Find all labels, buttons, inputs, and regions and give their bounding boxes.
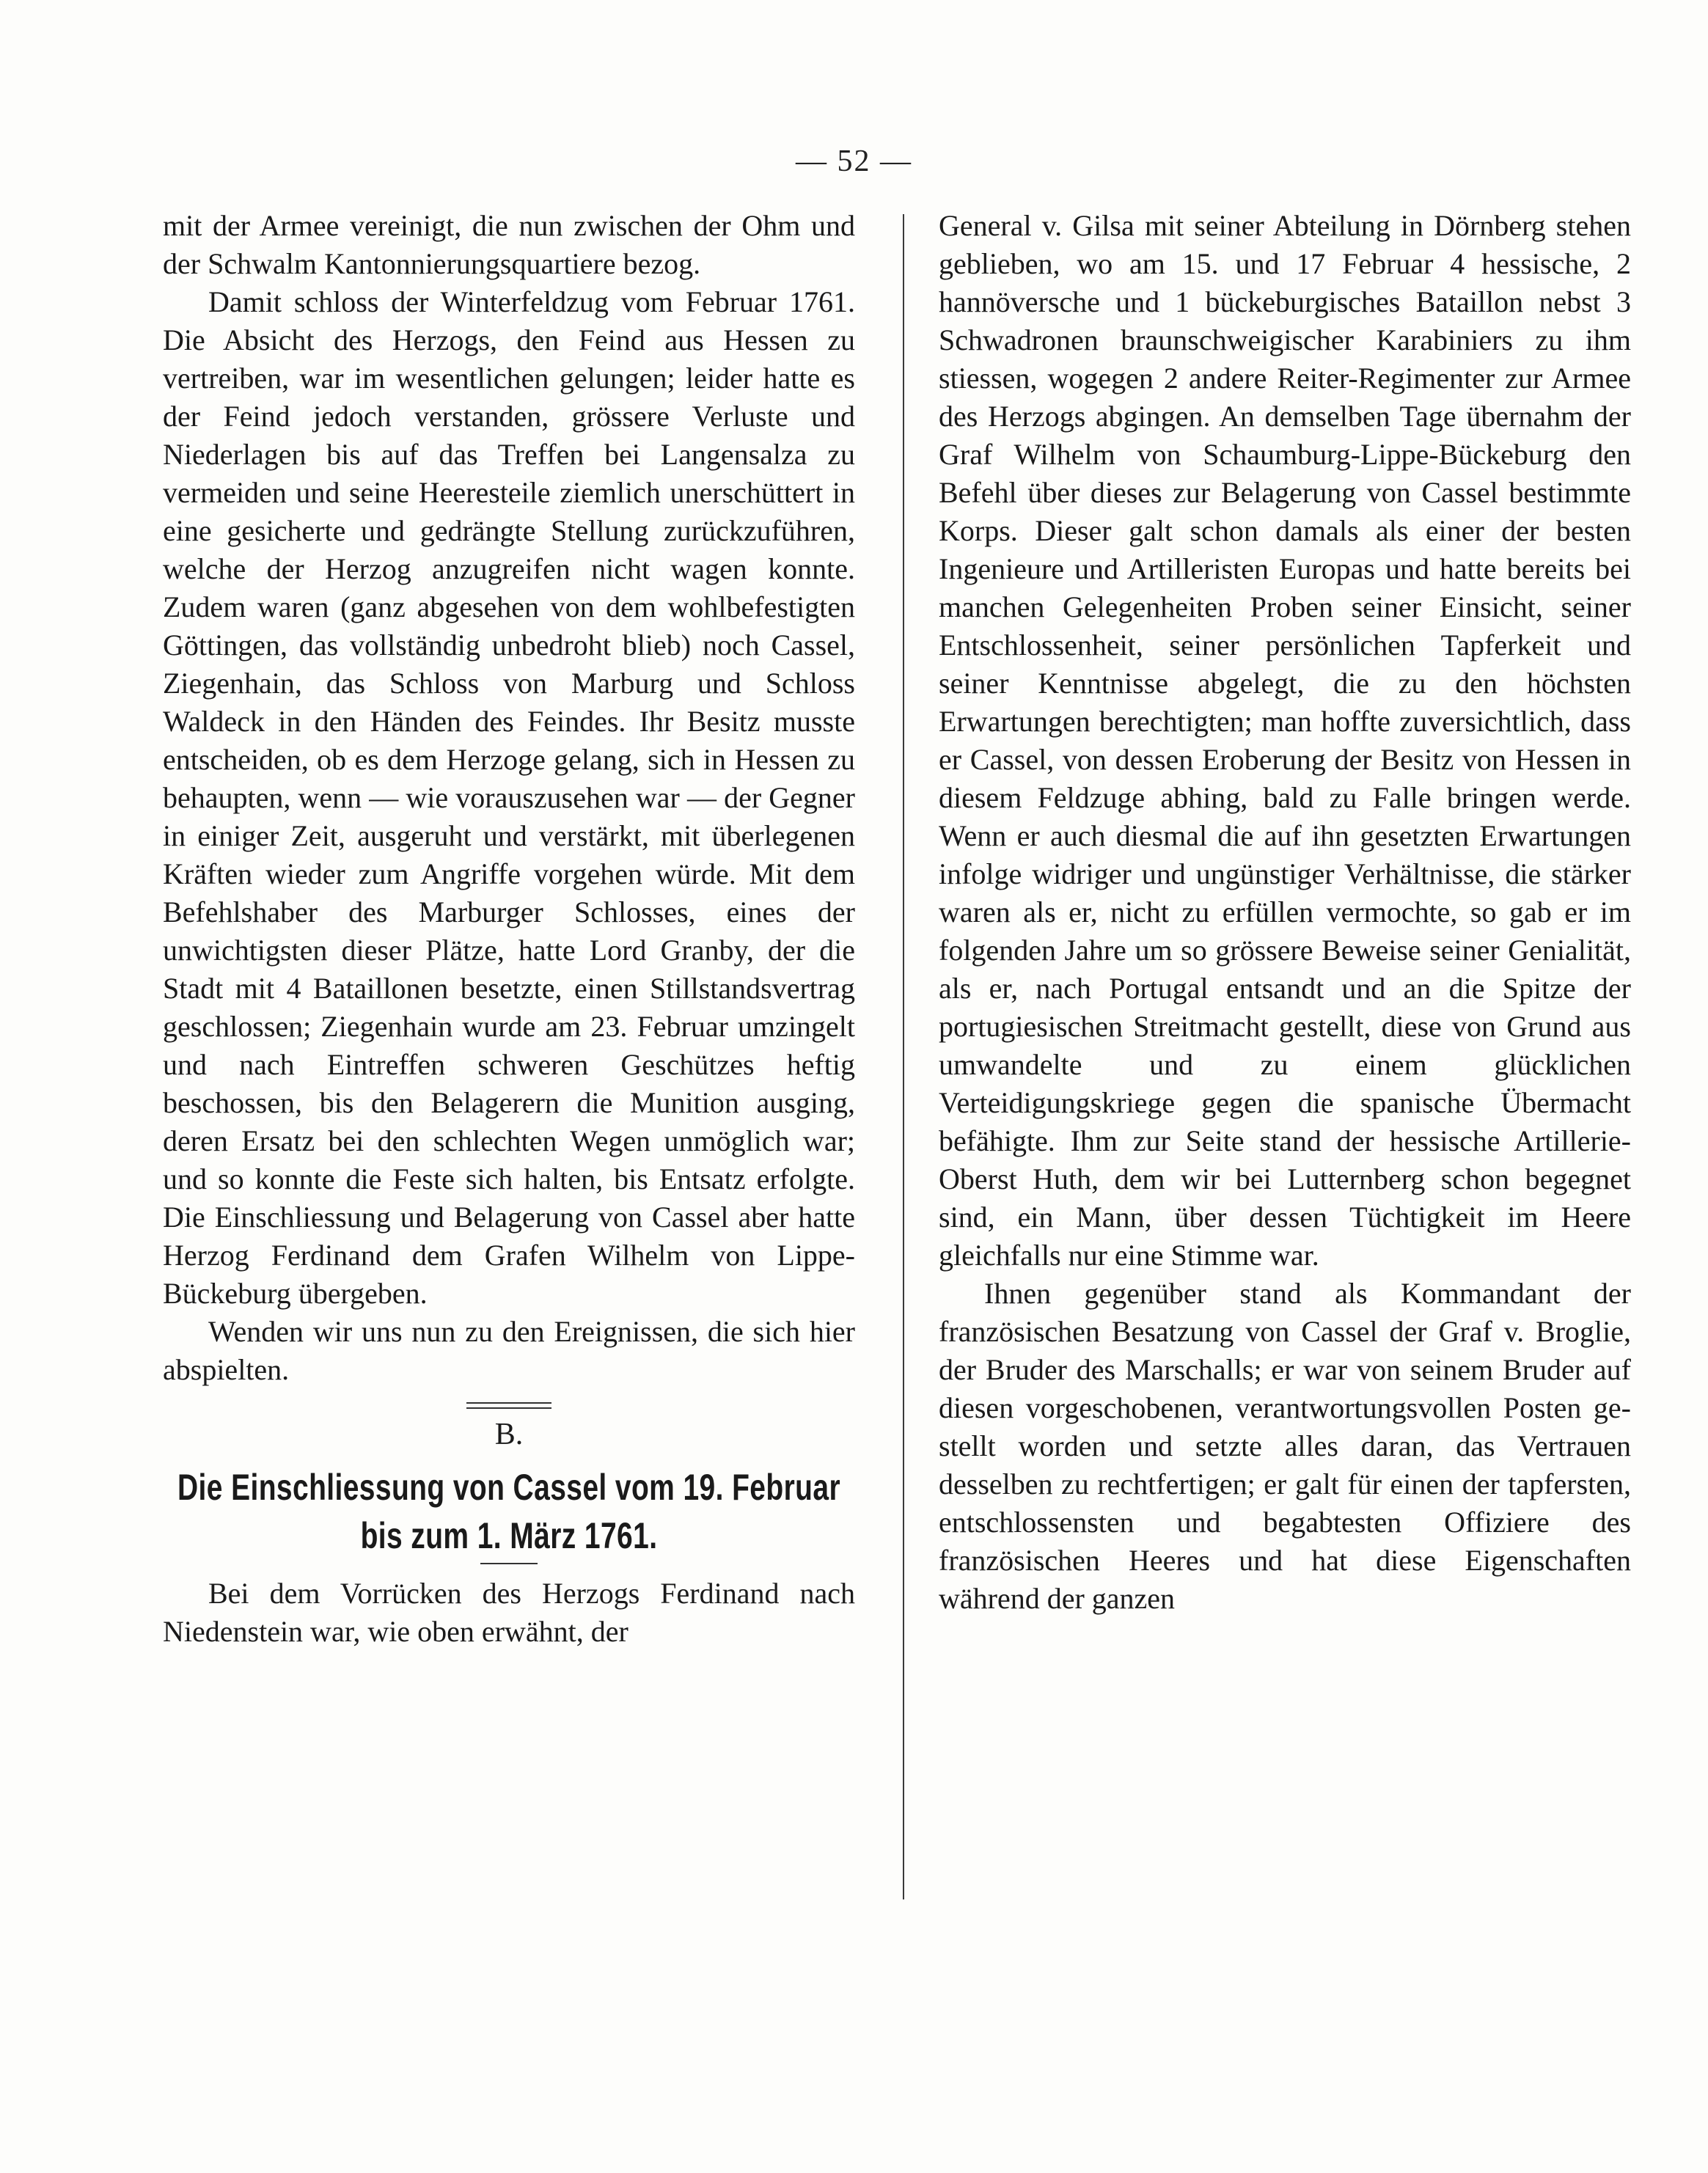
paragraph: Bei dem Vorrücken des Herzogs Ferdinand nach Niedenstein war, wie oben erwähnt, der <box>163 1577 855 1648</box>
section-letter: B. <box>494 1418 524 1451</box>
paragraph: General v. Gilsa mit seiner Abteilung in Dörnberg stehen geblieben, wo am 15. und 17 Februar 4 hessische, 2 hannöversche und 1 bückeburgisches Bataillon nebst 3 Schwadronen braunschweigischer Karabiniers zu ihm stiessen, wogegen 2 andere Reiter-Regimenter zur Armee des Herzogs abgingen. An demselben Tage übernahm der Graf Wilhelm von Schaumburg-Lippe-Bückeburg den Befehl über dieses zur Belagerung von Cassel bestimmte Korps. Dieser galt schon damals als einer der besten Ingenieure und Artilleristen Europas und hatte bereits bei manchen Gelegenheiten Proben seiner Einsicht, seiner Entschlossenheit, seiner persönlichen Tapferkeit und seiner Kenntnisse abgelegt, die zu den höchsten Erwartungen berechtigten; man hoffte zuversichtlich, dass er Cassel, von dessen Eroberung der Besitz von Hessen in diesem Feldzuge abhing, bald zu Falle bringen werde. Wenn er auch diesmal die auf ihn gesetzten Erwartungen infolge widriger und ungünstiger Verhältnisse, die stärker waren als er, nicht zu erfüllen vermochte, so gab er im folgenden Jahre um so grössere Beweise seiner Genialität, als er, nach Portugal entsandt und an die Spitze der portugiesischen Streitmacht gestellt, diese von Grund aus umwandelte und zu einem glücklichen Verteidigungskriege gegen die spanische Übermacht befähigte. Ihm zur Seite stand der hessische Artillerie-Oberst Huth, dem wir bei Lutternberg schon begegnet sind, ein Mann, über dessen Tüchtigkeit im Heere gleichfalls nur eine Stimme war. <box>939 209 1631 1272</box>
page-number: — 52 — <box>796 144 912 178</box>
left-column <box>163 207 855 1651</box>
section-divider <box>466 1402 551 1409</box>
paragraph: Damit schloss der Winterfeldzug vom Februar 1761. Die Absicht des Herzogs, den Feind aus Hessen zu vertreiben, war im wesentlichen gelungen; leider hatte es der Feind jedoch verstanden, grössere Verluste und Niederlagen bis auf das Treffen bei Langensalza zu vermeiden und seine Heeresteile ziemlich unerschüttert in eine gesicherte und gedrängte Stellung zurückzuführen, welche der Herzog anzugreifen nicht wagen konnte. Zudem waren (ganz abgesehen von dem wohlbefestigten Göttingen, das vollständig unbedroht blieb) noch Cassel, Ziegenhain, das Schloss von Marburg und Schloss Waldeck in den Händen des Feindes. Ihr Besitz musste entscheiden, ob es dem Herzoge gelang, sich in Hessen zu behaupten, wenn — wie vorauszusehen war — der Gegner in einiger Zeit, ausgeruht und verstärkt, mit überlegenen Kräften wieder zum Angriffe vorgehen würde. Mit dem Befehlshaber des Marburger Schlosses, eines der unwichtigsten dieser Plätze, hatte Lord Granby, der die Stadt mit 4 Bataillonen besetzte, einen Stillstandsvertrag geschlossen; Ziegenhain wurde am 23. Februar umzingelt und nach Eintreffen schweren Geschützes heftig beschossen, bis den Belagerern die Munition ausging, deren Ersatz bei den schlechten Wegen unmöglich war; und so konnte die Feste sich halten, bis Entsatz erfolgte. Die Einschliessung und Belagerung von Cassel aber hatte Herzog Ferdinand dem Grafen Wilhelm von Lippe-Bückeburg übergeben. <box>163 285 855 1310</box>
section-heading-line-1: Die Einschliessung von Cassel vom 19. Februar <box>177 1467 841 1508</box>
column-divider <box>903 214 904 1899</box>
section-heading <box>159 1463 860 1560</box>
paragraph: Wenden wir uns nun zu den Ereignissen, die sich hier abspielten. <box>163 1315 855 1386</box>
paragraph: Ihnen gegenüber stand als Kommandant der französischen Besatzung von Cassel der Graf v. Broglie, der Bruder des Marschalls; er war von seinem Bruder auf diesen vorgeschobenen, verantwortungsvollen Posten gestellt worden und setzte alles daran, das Vertrauen desselben zu rechtfertigen; er galt für einen der tapfersten, entschlossensten und begabtesten Offiziere des französischen Heeres und hat diese Eigenschaften während der ganzen <box>939 1277 1631 1615</box>
paragraph: mit der Armee vereinigt, die nun zwischen der Ohm und der Schwalm Kantonnierungsquartiere bezog. <box>163 209 855 280</box>
section-heading-line-2: bis zum 1. März 1761. <box>360 1515 658 1556</box>
right-column <box>939 207 1631 1618</box>
heading-divider <box>480 1563 538 1564</box>
